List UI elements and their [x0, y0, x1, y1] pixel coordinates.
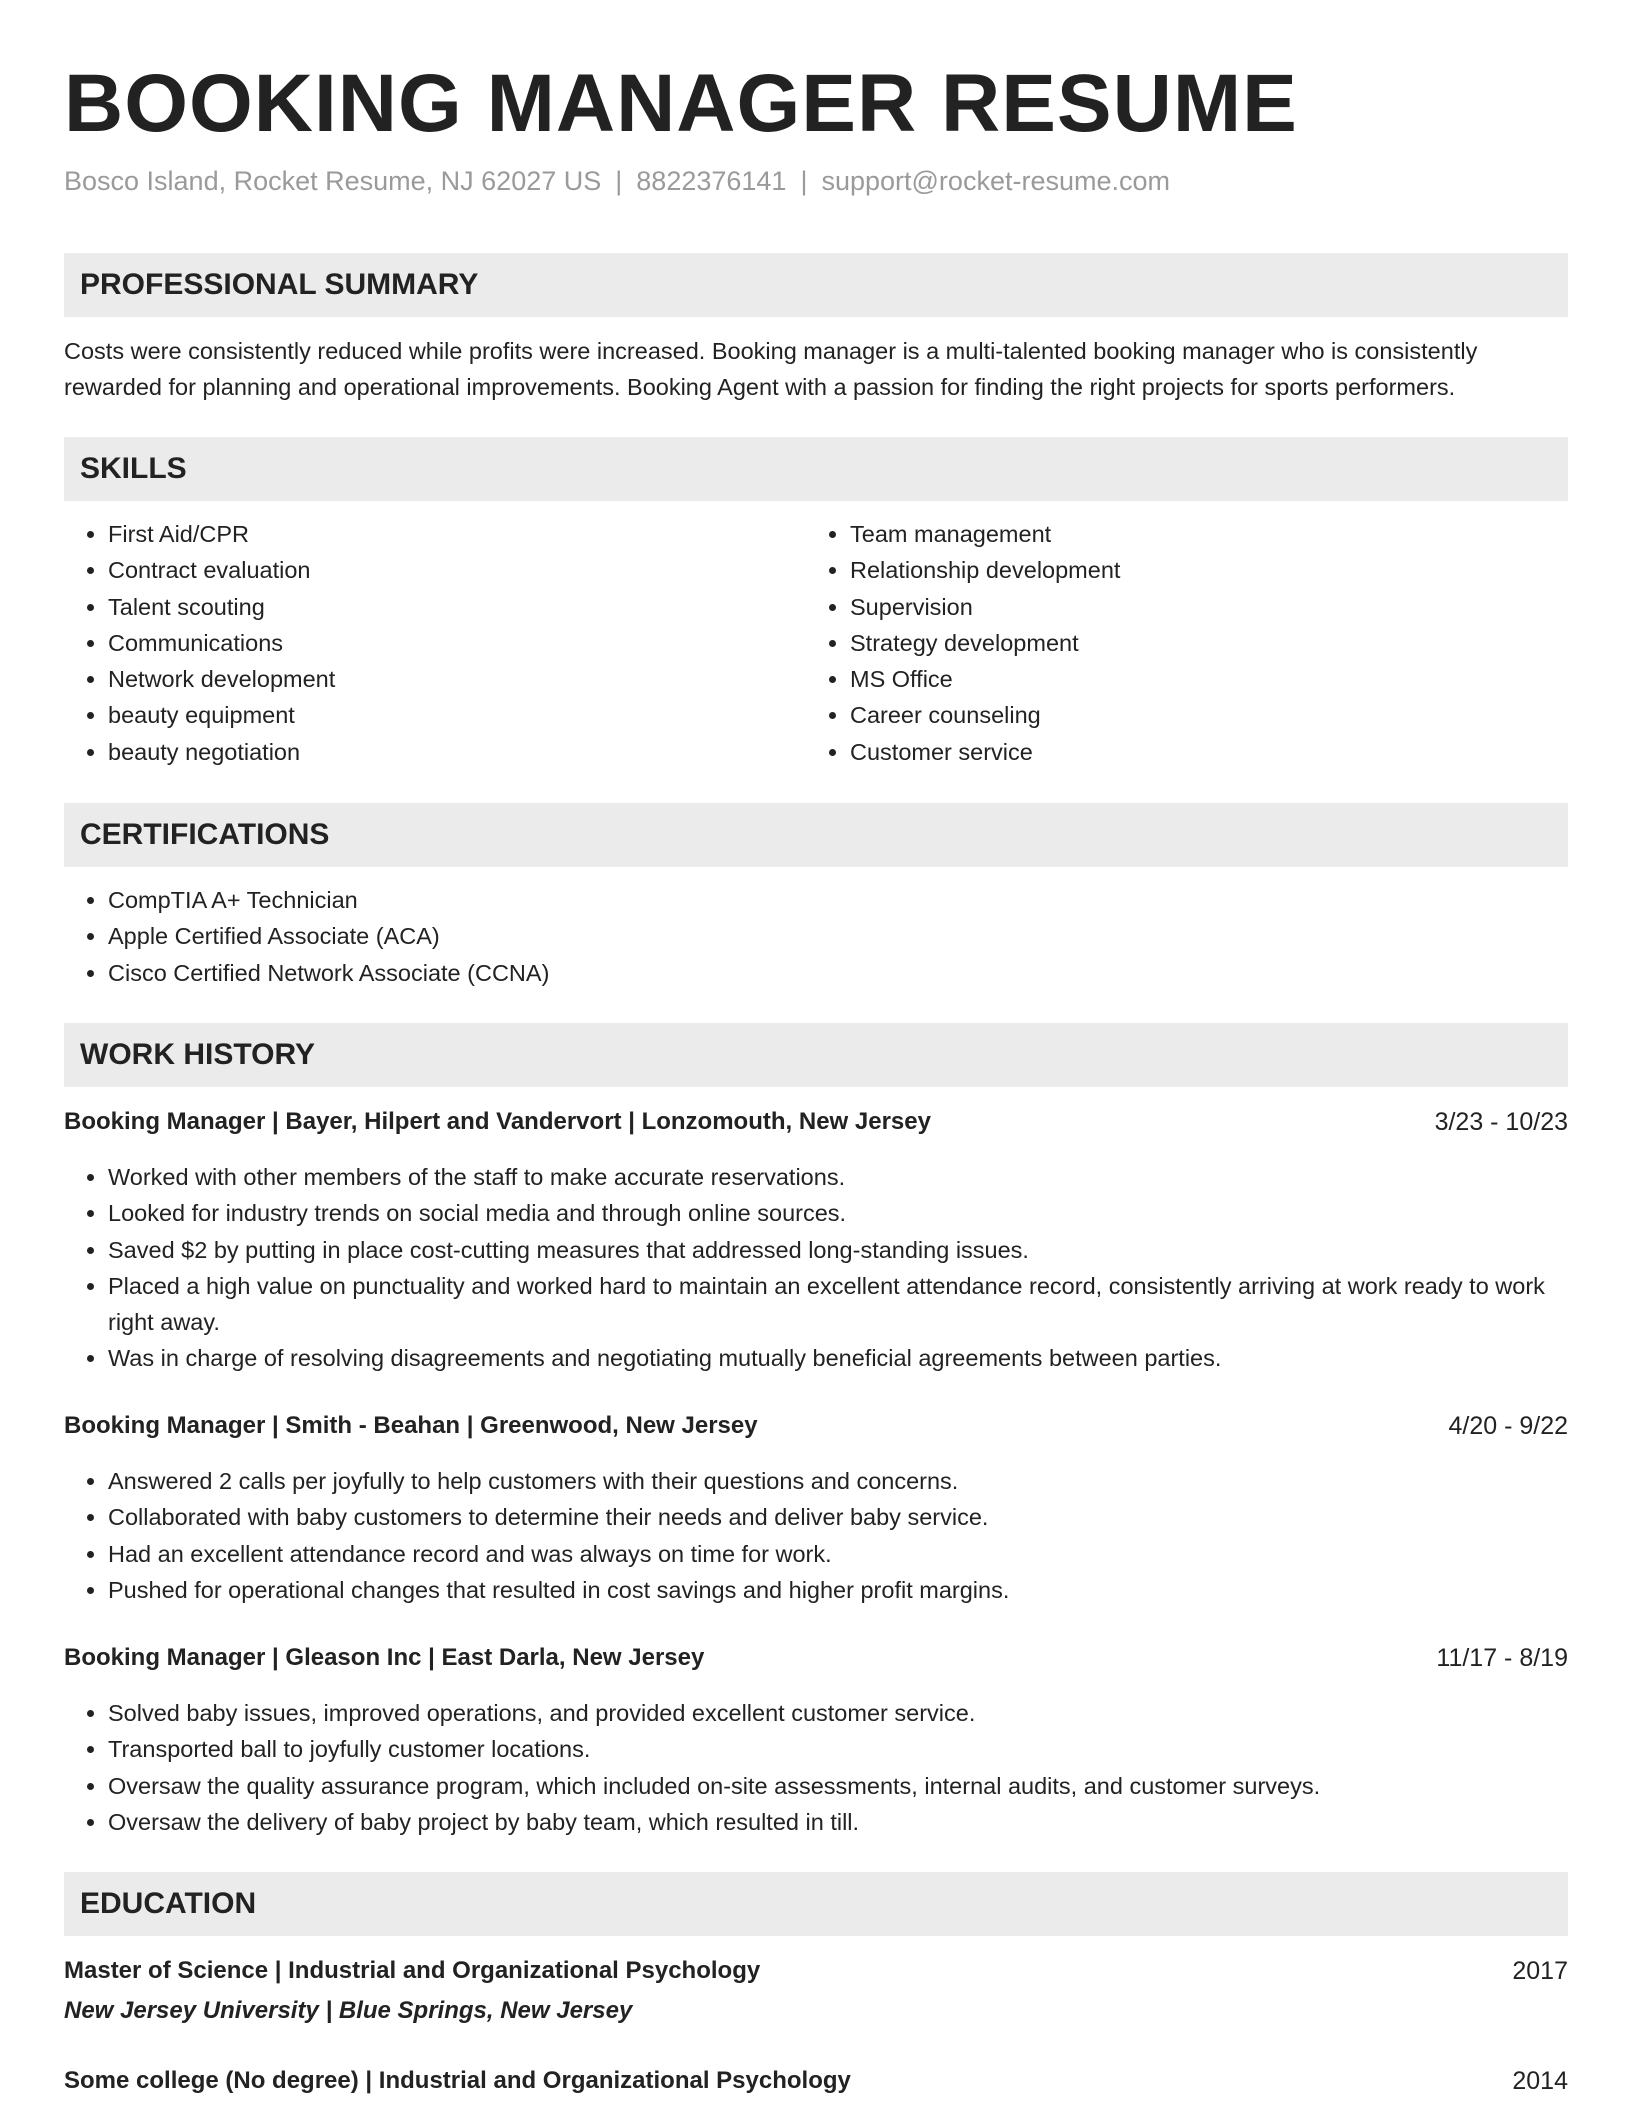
education-degree: Some college (No degree) | Industrial and Organizational Psychology — [64, 2067, 851, 2094]
job-bullet: • Worked with other members of the staff to make accurate reservations. — [108, 1159, 1568, 1195]
contact-separator: | — [800, 166, 808, 196]
skills-list-right — [806, 516, 1550, 770]
education-header — [64, 1953, 1568, 1989]
education-year: 2017 — [1512, 1957, 1568, 1985]
skill-item: • Relationship development — [850, 552, 1550, 588]
job-header — [64, 1640, 1568, 1676]
skill-item: • beauty equipment — [108, 697, 808, 733]
job-bullet: • Pushed for operational changes that resulted in cost savings and higher profit margins. — [108, 1572, 1568, 1608]
job-bullet: • Answered 2 calls per joyfully to help customers with their questions and concerns. — [108, 1463, 1568, 1499]
job-bullet: • Had an excellent attendance record and was always on time for work. — [108, 1536, 1568, 1572]
skill-item: • Team management — [850, 516, 1550, 552]
certifications-list — [64, 882, 1568, 991]
skill-item: • First Aid/CPR — [108, 516, 808, 552]
section-heading-skills: SKILLS — [64, 437, 1568, 501]
contact-line — [64, 166, 1170, 197]
skill-item: • beauty negotiation — [108, 734, 808, 770]
job-header — [64, 1408, 1568, 1444]
contact-address: Bosco Island, Rocket Resume, NJ 62027 US — [64, 166, 602, 196]
skill-item: • Customer service — [850, 734, 1550, 770]
resume-title: BOOKING MANAGER RESUME — [64, 58, 1298, 149]
job-bullets — [64, 1159, 1568, 1377]
skills-list-left — [64, 516, 808, 770]
skill-item: • MS Office — [850, 661, 1550, 697]
job-bullet: • Solved baby issues, improved operations, and provided excellent customer service. — [108, 1695, 1568, 1731]
section-heading-summary: PROFESSIONAL SUMMARY — [64, 253, 1568, 317]
job-bullets — [64, 1463, 1568, 1608]
skill-item: • Supervision — [850, 589, 1550, 625]
job-bullet: • Collaborated with baby customers to determine their needs and deliver baby service. — [108, 1499, 1568, 1535]
skill-item: • Talent scouting — [108, 589, 808, 625]
job-dates: 3/23 - 10/23 — [1434, 1108, 1568, 1136]
skill-item: • Career counseling — [850, 697, 1550, 733]
section-heading-work-history: WORK HISTORY — [64, 1023, 1568, 1087]
summary-text: Costs were consistently reduced while profits were increased. Booking manager is a multi-talented booking manager who is consistently rewarded for planning and operational improvements. Booking Agent with a passion for finding the right projects for sports performers. — [64, 338, 1478, 400]
job-title: Booking Manager | Smith - Beahan | Greenwood, New Jersey — [64, 1412, 758, 1439]
skill-item: • Strategy development — [850, 625, 1550, 661]
job-dates: 11/17 - 8/19 — [1436, 1644, 1568, 1672]
certification-item: • CompTIA A+ Technician — [108, 882, 1568, 918]
job-bullet: • Oversaw the delivery of baby project by baby team, which resulted in till. — [108, 1804, 1568, 1840]
contact-email: support@rocket-resume.com — [821, 166, 1170, 196]
contact-separator: | — [615, 166, 623, 196]
job-bullet: • Oversaw the quality assurance program, which included on-site assessments, internal audits, and customer surveys. — [108, 1768, 1568, 1804]
job-header — [64, 1104, 1568, 1140]
education-header — [64, 2063, 1568, 2099]
job-bullet: • Looked for industry trends on social media and through online sources. — [108, 1195, 1568, 1231]
education-year: 2014 — [1512, 2067, 1568, 2095]
job-title: Booking Manager | Gleason Inc | East Darla, New Jersey — [64, 1644, 705, 1671]
section-heading-certifications: CERTIFICATIONS — [64, 803, 1568, 867]
job-title: Booking Manager | Bayer, Hilpert and Vandervort | Lonzomouth, New Jersey — [64, 1108, 931, 1135]
skill-item: • Contract evaluation — [108, 552, 808, 588]
skill-item: • Communications — [108, 625, 808, 661]
section-heading-education: EDUCATION — [64, 1872, 1568, 1936]
job-bullet: • Was in charge of resolving disagreements and negotiating mutually beneficial agreements between parties. — [108, 1340, 1568, 1376]
job-bullet: • Transported ball to joyfully customer locations. — [108, 1731, 1568, 1767]
skill-item: • Network development — [108, 661, 808, 697]
job-bullet: • Placed a high value on punctuality and worked hard to maintain an excellent attendance record, consistently arriving at work ready to work right away. — [108, 1268, 1568, 1341]
job-dates: 4/20 - 9/22 — [1448, 1412, 1568, 1440]
education-school: New Jersey University | Blue Springs, New Jersey — [64, 1997, 633, 2024]
certification-item: • Cisco Certified Network Associate (CCNA) — [108, 955, 1568, 991]
job-bullets — [64, 1695, 1568, 1840]
certification-item: • Apple Certified Associate (ACA) — [108, 918, 1568, 954]
job-bullet: • Saved $2 by putting in place cost-cutting measures that addressed long-standing issues. — [108, 1232, 1568, 1268]
contact-phone: 8822376141 — [636, 166, 787, 196]
education-degree: Master of Science | Industrial and Organizational Psychology — [64, 1957, 761, 1984]
